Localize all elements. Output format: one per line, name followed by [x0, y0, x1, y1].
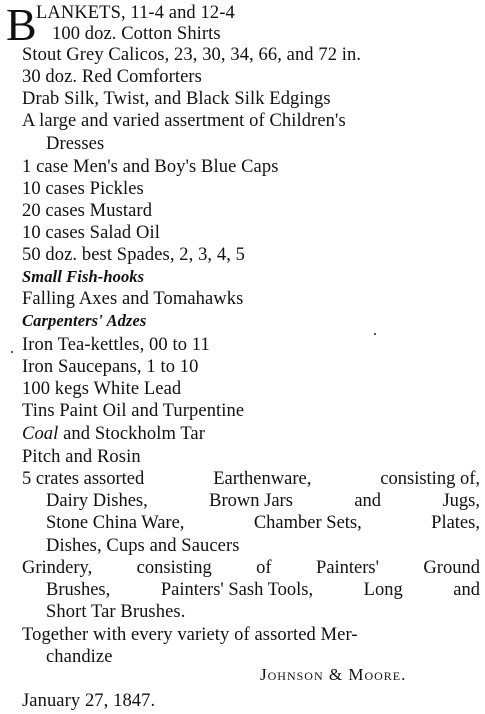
grindery-line-2: Brushes, Painters' Sash Tools, Long and [46, 580, 480, 600]
item-paint-oil: Tins Paint Oil and Turpentine [22, 401, 245, 421]
item-saucepans: Iron Saucepans, 1 to 10 [22, 357, 199, 377]
item-calicos: Stout Grey Calicos, 23, 30, 34, 66, and 72 in. [22, 45, 362, 65]
item-tar-coal: Coal [22, 424, 59, 444]
item-comforters: 30 doz. Red Comforters [22, 67, 202, 87]
earthenware-line-3: Stone China Ware, Chamber Sets, Plates, [46, 513, 480, 533]
earthenware-line-4: Dishes, Cups and Saucers [46, 536, 240, 556]
heading: LANKETS, 11-4 and 12-4 [36, 3, 235, 23]
item-tar [22, 423, 205, 445]
closing-line-2: chandize [46, 647, 113, 667]
item-fish-hooks: Small Fish-hooks [22, 267, 145, 286]
item-spades: 50 doz. best Spades, 2, 3, 4, 5 [22, 245, 246, 265]
item-axes: Falling Axes and Tomahawks [22, 289, 244, 309]
item-tea-kettles: Iron Tea-kettles, 00 to 11 [22, 335, 210, 355]
speck [11, 351, 13, 353]
item-tar-rest: and Stockholm Tar [63, 424, 206, 444]
date: January 27, 1847. [22, 691, 156, 711]
item-pitch: Pitch and Rosin [22, 447, 141, 467]
grindery-line-3: Short Tar Brushes. [46, 602, 186, 622]
item-children-line-1: A large and varied assertment of Children's [22, 111, 346, 131]
speck [374, 333, 376, 335]
item-cotton-shirts: 100 doz. Cotton Shirts [52, 24, 221, 44]
item-pickles: 10 cases Pickles [22, 179, 144, 199]
item-silk: Drab Silk, Twist, and Black Silk Edgings [22, 89, 331, 109]
earthenware-line-2: Dairy Dishes, Brown Jars and Jugs, [46, 491, 480, 511]
item-mustard: 20 cases Mustard [22, 201, 153, 221]
item-white-lead: 100 kegs White Lead [22, 379, 182, 399]
closing-line-1: Together with every variety of assorted Mer- [22, 625, 358, 645]
item-children-line-2: Dresses [46, 134, 105, 154]
grindery-line-1: Grindery, consisting of Painters' Ground [22, 558, 480, 578]
drop-cap: B [6, 0, 37, 50]
item-caps: 1 case Men's and Boy's Blue Caps [22, 157, 279, 177]
item-salad-oil: 10 cases Salad Oil [22, 223, 160, 243]
signature: Johnson & Moore. [260, 665, 407, 684]
item-adzes: Carpenters' Adzes [22, 311, 147, 330]
earthenware-line-1: 5 crates assorted Earthenware, consisting of, [22, 469, 480, 489]
